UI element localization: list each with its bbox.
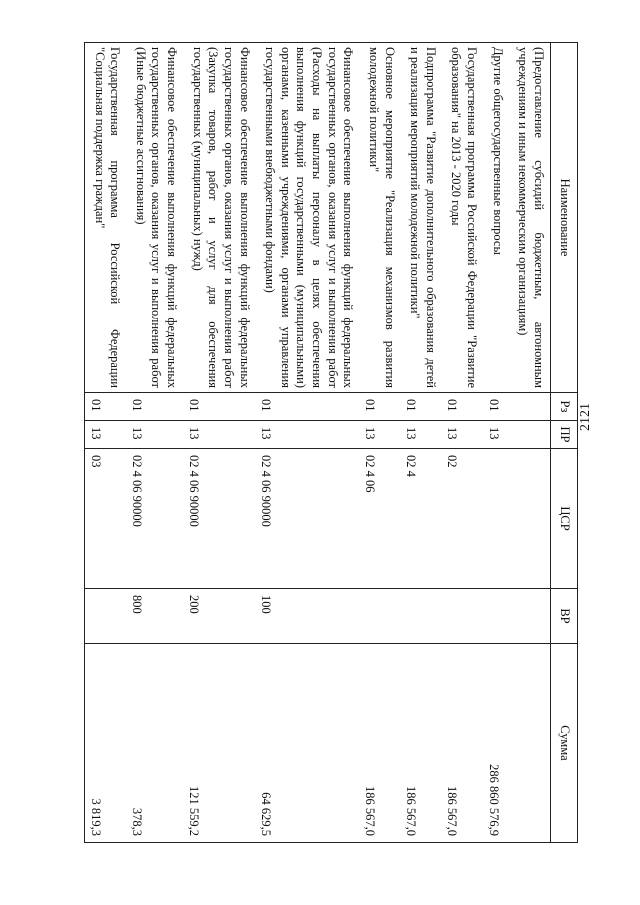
cell-vr: 800 [126,589,183,644]
cell-name: Финансовое обеспечение выполнения функций федеральных государственных органов, оказания услуг и выполнения работ (Закупка товаров, работ и услуг для обеспечения государственных (муниципальных) нужд) [183,43,256,393]
cell-sum: 64 629,5 [256,644,360,843]
cell-pr: 13 [401,421,442,449]
cell-csr: 02 4 [401,449,442,589]
cell-csr: 02 [442,449,483,589]
cell-csr [509,449,551,589]
cell-rz: 01 [85,393,127,421]
cell-name: Подпрограмма "Развитие дополнительного образования детей и реализация мероприятий молодежной политики" [401,43,442,393]
cell-rz [509,393,551,421]
cell-pr: 13 [126,421,183,449]
cell-csr: 03 [85,449,127,589]
cell-pr: 13 [359,421,400,449]
header-name: Наименование [551,43,578,393]
cell-rz: 01 [256,393,360,421]
cell-csr: 02 4 06 90000 [183,449,256,589]
cell-pr: 13 [85,421,127,449]
cell-vr [401,589,442,644]
cell-sum: 121 559,2 [183,644,256,843]
cell-vr: 200 [183,589,256,644]
cell-vr [359,589,400,644]
cell-pr: 13 [483,421,509,449]
cell-pr: 13 [256,421,360,449]
cell-sum: 186 567,0 [401,644,442,843]
cell-vr: 100 [256,589,360,644]
cell-vr [85,589,127,644]
cell-rz: 01 [401,393,442,421]
cell-csr: 02 4 06 90000 [256,449,360,589]
page-number: 2121 [578,403,593,431]
header-pr: ПР [551,421,578,449]
cell-name: Государственная программа Российской Федерации "Социальная поддержка граждан" [85,43,127,393]
cell-vr [509,589,551,644]
table-row [85,43,127,843]
budget-table [84,42,578,843]
table-row [483,43,509,843]
table-row [183,43,256,843]
cell-rz: 01 [442,393,483,421]
cell-name: Основное мероприятие "Реализация механизмов развития молодежной политики" [359,43,400,393]
table-row [401,43,442,843]
table-row [126,43,183,843]
table-row [256,43,360,843]
header-vr: ВР [551,589,578,644]
header-rz: Рз [551,393,578,421]
cell-sum: 186 567,0 [359,644,400,843]
budget-table-container [58,42,578,842]
cell-sum: 186 567,0 [442,644,483,843]
cell-csr: 02 4 06 90000 [126,449,183,589]
cell-sum: 3 819,3 [85,644,127,843]
cell-rz: 01 [126,393,183,421]
cell-name: Другие общегосударственные вопросы [483,43,509,393]
cell-csr [483,449,509,589]
cell-sum: 378,3 [126,644,183,843]
cell-name: (Предоставление субсидий бюджетным, автономным учреждениям и иным некоммерческим организациям) [509,43,551,393]
table-row [442,43,483,843]
cell-name: Финансовое обеспечение выполнения функций федеральных государственных органов, оказания услуг и выполнения работ (Расходы на выплаты персоналу в целях обеспечения выполнения функций государственными (муниципальными) органами, казенными учреждениями, органами управления государственными внебюджетными фондами) [256,43,360,393]
cell-pr: 13 [183,421,256,449]
cell-pr: 13 [442,421,483,449]
cell-sum [509,644,551,843]
table-header-row [551,43,578,843]
table-row [359,43,400,843]
cell-vr [483,589,509,644]
cell-pr [509,421,551,449]
cell-name: Финансовое обеспечение выполнения функций федеральных государственных органов, оказания услуг и выполнения работ (Иные бюджетные ассигнования) [126,43,183,393]
table-row [509,43,551,843]
cell-rz: 01 [183,393,256,421]
header-csr: ЦСР [551,449,578,589]
cell-rz: 01 [483,393,509,421]
cell-name: Государственная программа Российской Федерации "Развитие образования" на 2013 - 2020 годы [442,43,483,393]
cell-rz: 01 [359,393,400,421]
header-sum: Сумма [551,644,578,843]
cell-vr [442,589,483,644]
cell-sum: 286 860 576,9 [483,644,509,843]
cell-csr: 02 4 06 [359,449,400,589]
